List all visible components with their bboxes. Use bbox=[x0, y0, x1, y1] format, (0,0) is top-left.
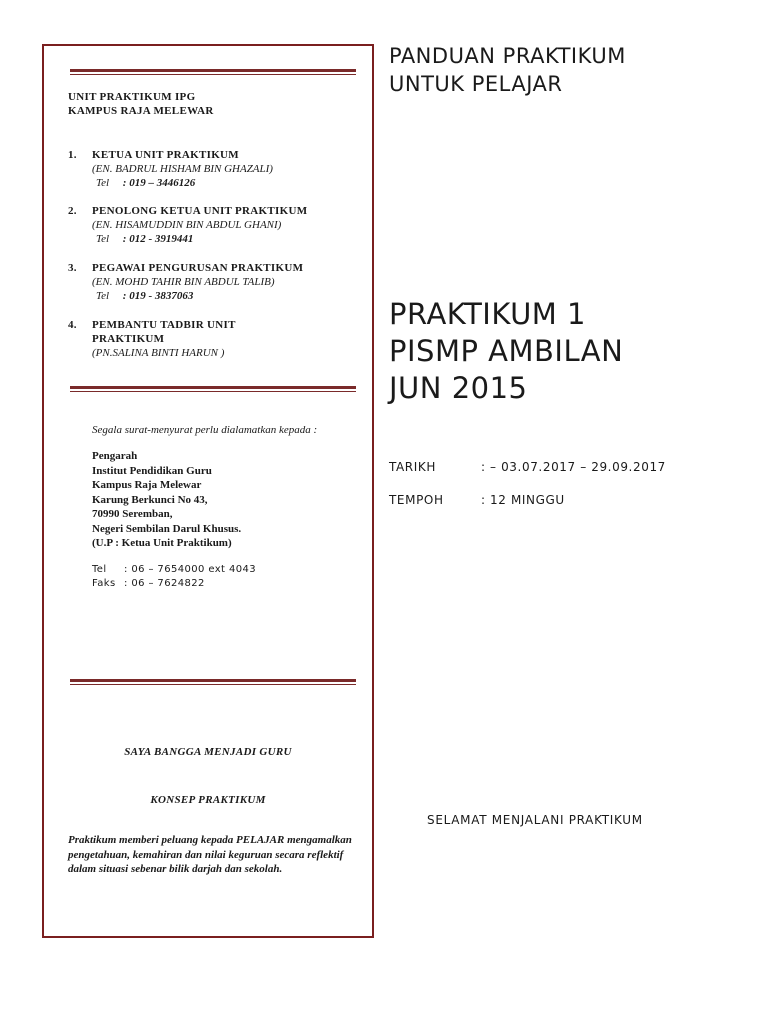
contact-name: (EN. MOHD TAHIR BIN ABDUL TALIB) bbox=[92, 276, 275, 288]
contact-title: PEMBANTU TADBIR UNIT bbox=[92, 319, 236, 331]
unit-heading: UNIT PRAKTIKUM IPG KAMPUS RAJA MELEWAR bbox=[68, 91, 214, 117]
guide-title: PANDUAN PRAKTIKUM UNTUK PELAJAR bbox=[389, 44, 626, 96]
left-panel bbox=[42, 44, 374, 938]
contact-title: PENOLONG KETUA UNIT PRAKTIKUM bbox=[92, 205, 308, 217]
contact-entry-ketua: 1. KETUA UNIT PRAKTIKUM (EN. BADRUL HISHAM BIN GHAZALI) Tel : 019 – 3446126 bbox=[68, 149, 273, 189]
contact-tel: Tel : 019 – 3446126 bbox=[96, 177, 196, 189]
tarikh-row: TARIKH : – 03.07.2017 – 29.09.2017 bbox=[389, 460, 666, 474]
divider-rule bbox=[70, 679, 356, 685]
mailing-address bbox=[92, 423, 352, 592]
konsep-text: Praktikum memberi peluang kepada PELAJAR mengamalkan pengetahuan, kemahiran dan nilai keguruan secara reflektif dalam situasi sebenar bilik darjah dan sekolah. bbox=[68, 834, 352, 875]
contact-entry-pembantu: 4. PEMBANTU TADBIR UNIT PRAKTIKUM (PN.SALINA BINTI HARUN ) bbox=[68, 319, 236, 359]
contact-name: (PN.SALINA BINTI HARUN ) bbox=[92, 347, 225, 359]
divider-rule bbox=[70, 69, 356, 75]
contact-tel: Tel : 019 - 3837063 bbox=[96, 290, 194, 302]
divider-rule bbox=[70, 386, 356, 392]
closing-message: SELAMAT MENJALANI PRAKTIKUM bbox=[427, 813, 643, 827]
contact-name: (EN. BADRUL HISHAM BIN GHAZALI) bbox=[92, 163, 273, 175]
address-lines: Pengarah Institut Pendidikan Guru Kampus Raja Melewar Karung Berkunci No 43, 70990 Seremban, Negeri Sembilan Darul Khusus. (U.P : Ketua Unit Praktikum) bbox=[92, 450, 242, 549]
address-note: Segala surat-menyurat perlu dialamatkan kepada : bbox=[92, 424, 318, 436]
contact-entry-pegawai: 3. PEGAWAI PENGURUSAN PRAKTIKUM (EN. MOHD TAHIR BIN ABDUL TALIB) Tel : 019 - 3837063 bbox=[68, 262, 304, 302]
office-contact bbox=[92, 563, 352, 592]
office-fax: Faks : 06 – 7624822 bbox=[92, 578, 205, 589]
slogan: SAYA BANGGA MENJADI GURU bbox=[124, 746, 292, 758]
konsep-heading: KONSEP PRAKTIKUM bbox=[150, 794, 266, 806]
contact-title: KETUA UNIT PRAKTIKUM bbox=[92, 149, 239, 161]
contact-tel: Tel : 012 - 3919441 bbox=[96, 233, 194, 245]
page-title: PRAKTIKUM 1 PISMP AMBILAN JUN 2015 bbox=[389, 297, 624, 405]
contact-title: PEGAWAI PENGURUSAN PRAKTIKUM bbox=[92, 262, 304, 274]
office-tel: Tel : 06 – 7654000 ext 4043 bbox=[92, 563, 256, 575]
tempoh-row: TEMPOH : 12 MINGGU bbox=[389, 493, 565, 507]
contact-entry-penolong: 2. PENOLONG KETUA UNIT PRAKTIKUM (EN. HISAMUDDIN BIN ABDUL GHANI) Tel : 012 - 3919441 bbox=[68, 205, 308, 245]
contact-name: (EN. HISAMUDDIN BIN ABDUL GHANI) bbox=[92, 219, 282, 231]
